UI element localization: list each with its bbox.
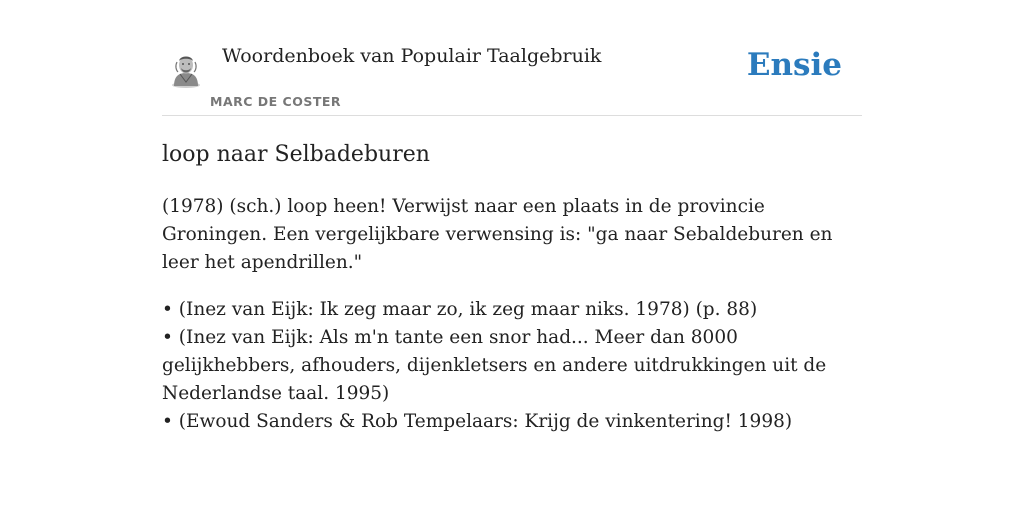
page [162, 0, 862, 436]
source-item: • (Ewoud Sanders & Rob Tempelaars: Krijg de vinkentering! 1998) [162, 408, 862, 436]
entry-title: loop naar Selbadeburen [162, 142, 430, 167]
entry-definition: (1978) (sch.) loop heen! Verwijst naar een plaats in de provincie Groningen. Een vergelijkbare verwensing is: "ga naar Sebaldeburen en leer het apendrillen." [162, 196, 833, 273]
author-portrait-icon[interactable] [170, 52, 202, 88]
author-name[interactable]: MARC DE COSTER [210, 94, 342, 109]
dictionary-title[interactable]: Woordenboek van Populair Taalgebruik [222, 45, 602, 67]
source-list [162, 296, 862, 436]
source-item: • (Inez van Eijk: Ik zeg maar zo, ik zeg maar niks. 1978) (p. 88) [162, 296, 862, 324]
dictionary-header [162, 0, 862, 116]
ensie-logo-link[interactable]: Ensie [746, 47, 842, 83]
source-item: • (Inez van Eijk: Als m'n tante een snor had... Meer dan 8000 gelijkhebbers, afhouders, dijenkletsers en andere uitdrukkingen uit de Nederlandse taal. 1995) [162, 324, 862, 408]
